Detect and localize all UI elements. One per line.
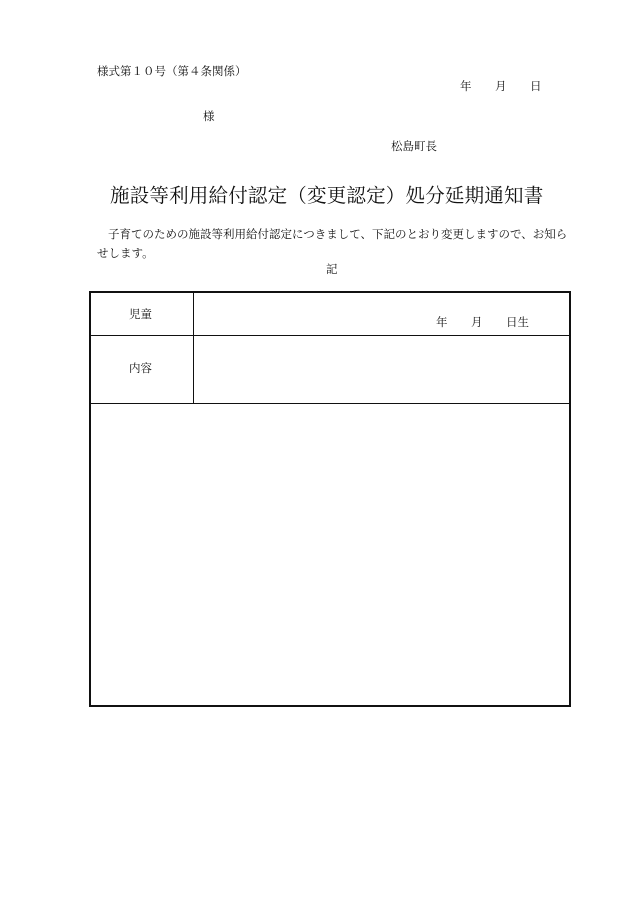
document-title: 施設等利用給付認定（変更認定）処分延期通知書	[110, 184, 544, 207]
birth-date	[436, 317, 529, 329]
birth-month-label: 月	[471, 315, 483, 329]
birth-day-label: 日生	[506, 315, 529, 329]
issue-date	[460, 81, 542, 93]
date-year-label: 年	[460, 79, 472, 93]
recipient-suffix: 様	[203, 109, 215, 123]
body-text: 子育てのための施設等利用給付認定につきまして、下記のとおり変更しますので、お知らせします。	[97, 227, 568, 260]
ki-heading: 記	[326, 262, 338, 276]
birth-year-label: 年	[436, 315, 448, 329]
notice-table	[89, 291, 571, 707]
table-row-divider	[91, 335, 569, 336]
sender-name: 松島町長	[391, 139, 437, 153]
table-row-divider	[91, 403, 569, 404]
date-month-label: 月	[495, 79, 507, 93]
table-column-divider	[193, 293, 194, 403]
content-label: 内容	[129, 361, 152, 375]
form-number: 様式第１０号（第４条関係）	[97, 64, 247, 78]
date-day-label: 日	[530, 79, 542, 93]
child-label: 児童	[129, 307, 152, 321]
